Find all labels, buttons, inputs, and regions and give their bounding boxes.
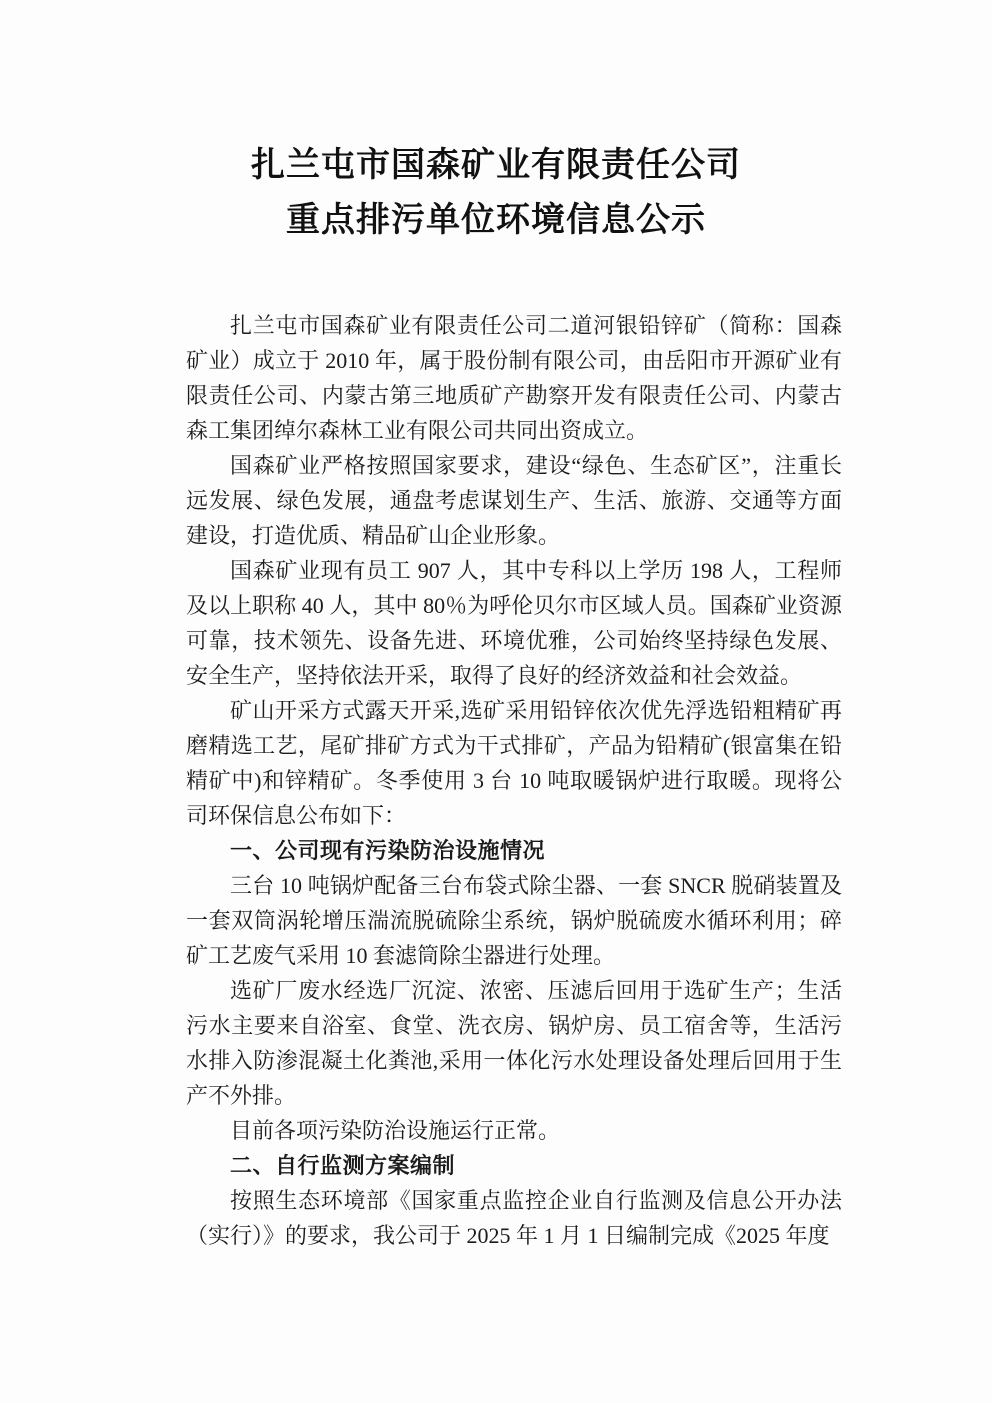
document-title-line-1: 扎兰屯市国森矿业有限责任公司 xyxy=(251,147,741,184)
document-title xyxy=(0,0,992,248)
section-heading: 一、公司现有污染防治设施情况 xyxy=(230,838,546,863)
body-paragraph: 三台 10 吨锅炉配备三台布袋式除尘器、一套 SNCR 脱硝装置及一套双筒涡轮增压湍流脱硫除尘系统，锅炉脱硫废水循环利用；碎矿工艺废气采用 10 套滤筒除尘器进行处理。 xyxy=(186,873,842,968)
body-paragraph: 国森矿业现有员工 907 人，其中专科以上学历 198 人，工程师及以上职称 40 人，其中 80％为呼伦贝尔市区域人员。国森矿业资源可靠，技术领先、设备先进、环境优雅，公司始终坚持绿色发展、安全生产，坚持依法开采，取得了良好的经济效益和社会效益。 xyxy=(186,558,842,688)
body-paragraph: 选矿厂废水经选厂沉淀、浓密、压滤后回用于选矿生产；生活污水主要来自浴室、食堂、洗衣房、锅炉房、员工宿舍等，生活污水排入防渗混凝土化粪池,采用一体化污水处理设备处理后回用于生产不外排。 xyxy=(186,978,842,1108)
body-paragraph: 扎兰屯市国森矿业有限责任公司二道河银铅锌矿（简称：国森矿业）成立于 2010 年，属于股份制有限公司，由岳阳市开源矿业有限责任公司、内蒙古第三地质矿产勘察开发有限责任公司、内蒙古森工集团绰尔森林工业有限公司共同出资成立。 xyxy=(186,313,842,443)
body-paragraph: 矿山开采方式露天开采,选矿采用铅锌依次优先浮选铅粗精矿再磨精选工艺，尾矿排矿方式为干式排矿，产品为铅精矿(银富集在铅精矿中)和锌精矿。冬季使用 3 台 10 吨取暖锅炉进行取暖。现将公司环保信息公布如下： xyxy=(186,698,842,828)
document-title-line-2: 重点排污单位环境信息公示 xyxy=(286,202,706,239)
document-body xyxy=(186,308,842,1253)
section-heading: 二、自行监测方案编制 xyxy=(230,1153,456,1178)
body-paragraph: 目前各项污染防治设施运行正常。 xyxy=(230,1118,561,1143)
body-paragraph: 按照生态环境部《国家重点监控企业自行监测及信息公开办法（实行）》的要求，我公司于 2025 年 1 月 1 日编制完成《2025 年度 xyxy=(186,1188,842,1248)
body-paragraph: 国森矿业严格按照国家要求，建设“绿色、生态矿区”，注重长远发展、绿色发展，通盘考虑谋划生产、生活、旅游、交通等方面建设，打造优质、精品矿山企业形象。 xyxy=(186,453,842,548)
